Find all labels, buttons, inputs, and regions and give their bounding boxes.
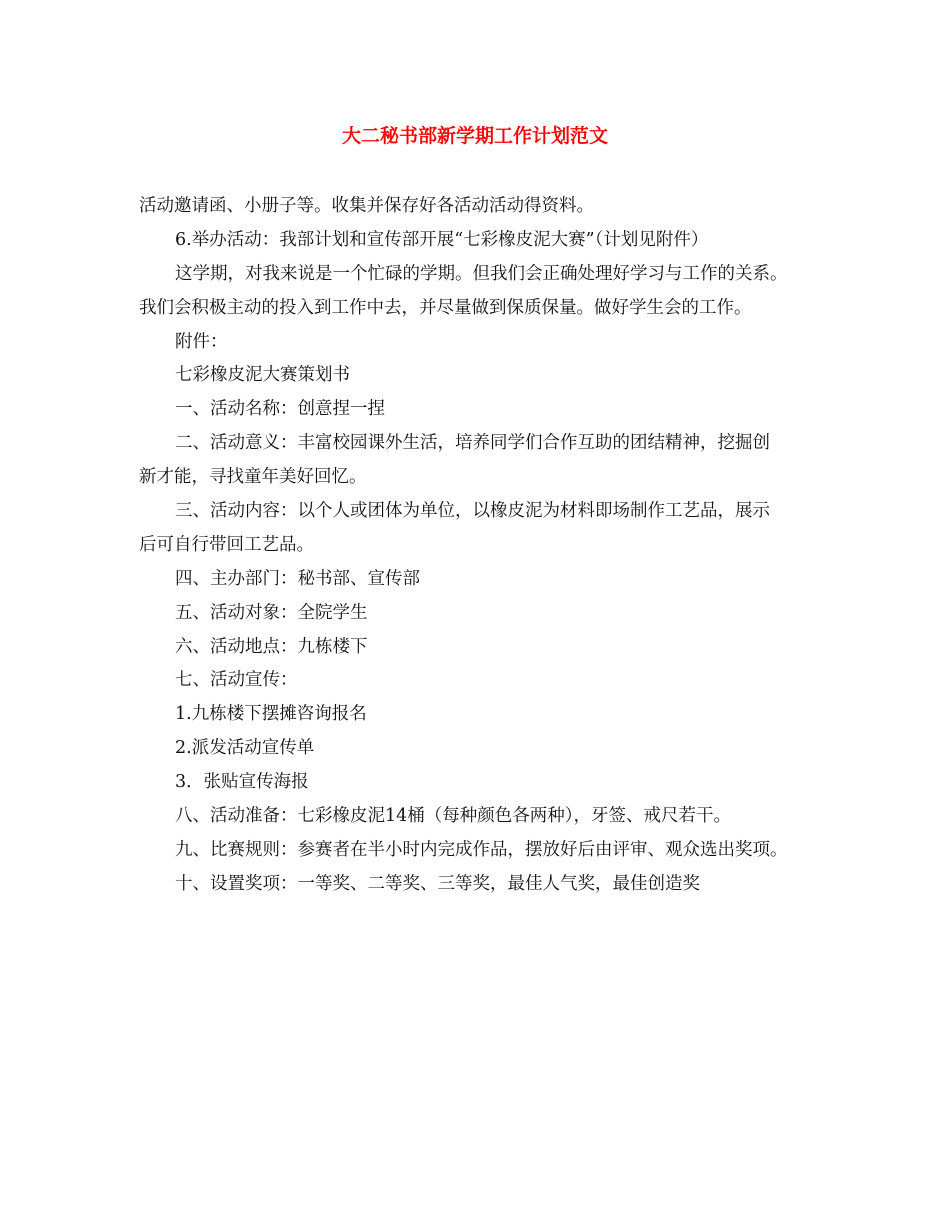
body-line-6: 七彩橡皮泥大赛策划书 [175, 365, 350, 386]
body-line-21: 十、设置奖项：一等奖、二等奖、三等奖，最佳人气奖，最佳创造奖 [175, 873, 700, 894]
body-line-1: 活动邀请函、小册子等。收集并保存好各活动活动得资料。 [139, 196, 594, 216]
body-line-10: 三、活动内容：以个人或团体为单位，以橡皮泥为材料即场制作工艺品，展示 [175, 501, 770, 522]
body-line-7: 一、活动名称：创意捏一捏 [175, 399, 385, 420]
document-body [139, 190, 819, 902]
body-line-18: 3．张贴宣传海报 [175, 772, 309, 793]
document-title: 大二秘书部新学期工作计划范文 [341, 125, 608, 147]
body-line-19: 八、活动准备：七彩橡皮泥14桶（每种颜色各两种），牙签、戒尺若干。 [175, 806, 732, 827]
body-line-4: 我们会积极主动的投入到工作中去，并尽量做到保质保量。做好学生会的工作。 [139, 297, 752, 318]
body-line-12: 四、主办部门：秘书部、宣传部 [175, 568, 420, 589]
body-line-15: 七、活动宣传： [175, 670, 298, 691]
body-line-9: 新才能，寻找童年美好回忆。 [139, 467, 367, 488]
body-line-5: 附件： [175, 331, 228, 352]
body-line-2: 6.举办活动：我部计划和宣传部开展“七彩橡皮泥大赛”（计划见附件） [175, 229, 709, 250]
body-line-14: 六、活动地点：九栋楼下 [175, 636, 368, 657]
body-line-3: 这学期，对我来说是一个忙碌的学期。但我们会正确处理好学习与工作的关系。 [175, 263, 788, 284]
body-line-13: 五、活动对象：全院学生 [175, 602, 368, 623]
body-line-11: 后可自行带回工艺品。 [139, 534, 314, 555]
body-line-8: 二、活动意义：丰富校园课外生活，培养同学们合作互助的团结精神，挖掘创 [175, 433, 770, 454]
body-line-16: 1.九栋楼下摆摊咨询报名 [175, 704, 367, 725]
body-line-17: 2.派发活动宣传单 [175, 738, 315, 759]
body-line-20: 九、比赛规则：参赛者在半小时内完成作品，摆放好后由评审、观众选出奖项。 [175, 839, 788, 860]
